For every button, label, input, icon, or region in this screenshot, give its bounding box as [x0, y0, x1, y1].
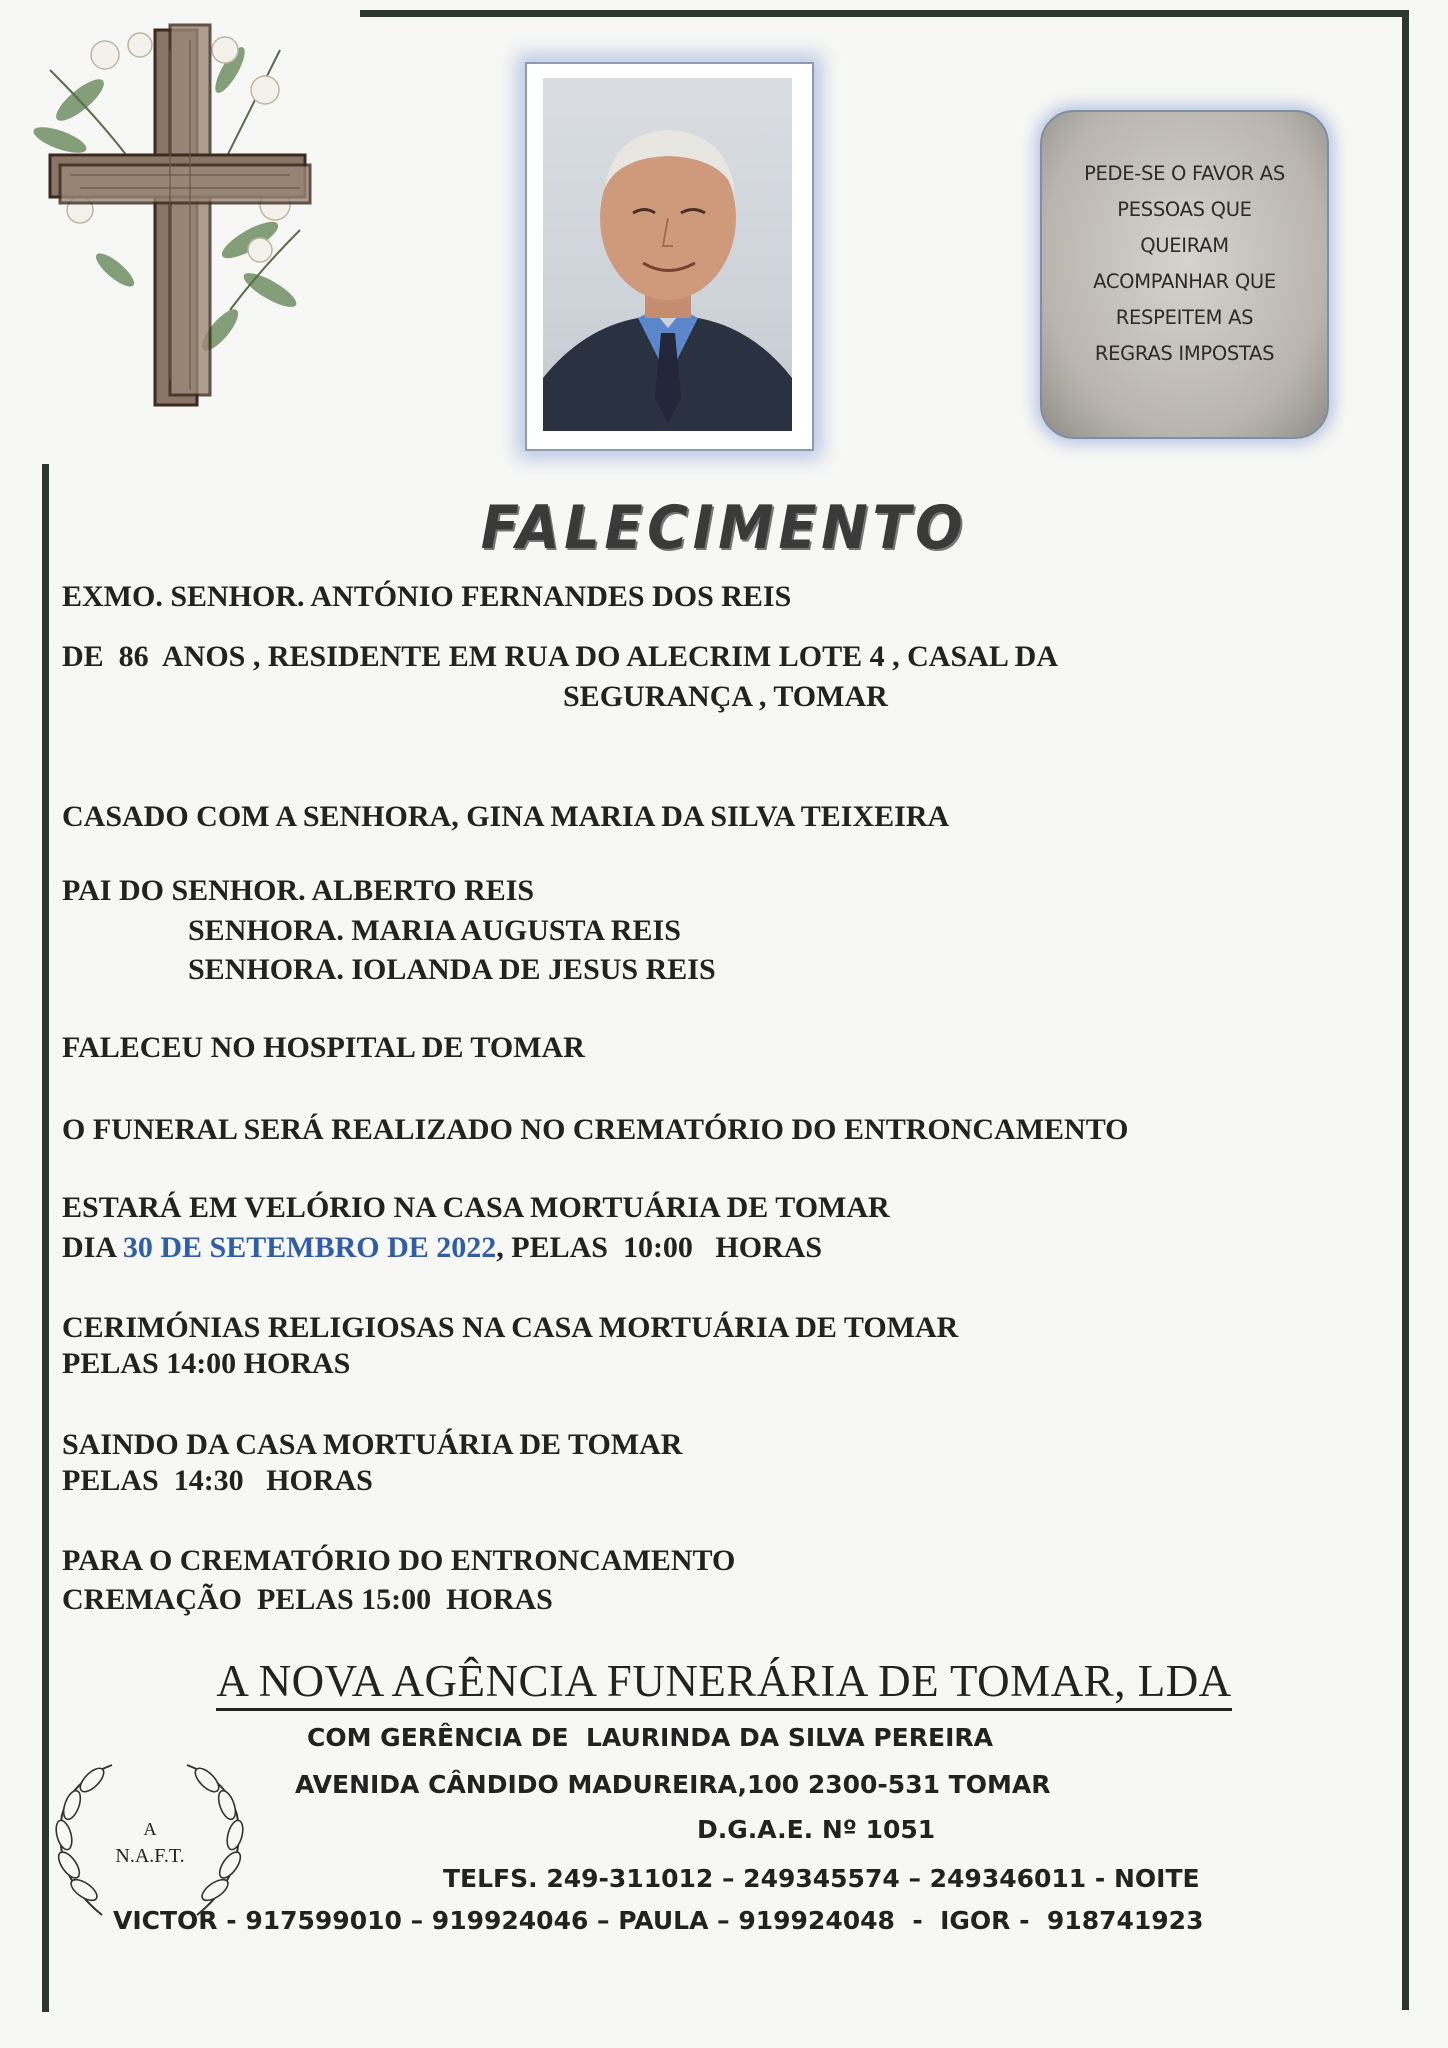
- plaque-text: PEDE-SE O FAVOR AS PESSOAS QUE QUEIRAM ACOMPANHAR QUE RESPEITEM AS REGRAS IMPOSTAS: [1084, 162, 1285, 365]
- seal-text-naft: N.A.F.T.: [115, 1845, 185, 1867]
- children-line-1: PAI DO SENHOR. ALBERTO REIS: [62, 874, 535, 907]
- death-place-line: FALECEU NO HOSPITAL DE TOMAR: [62, 1031, 585, 1064]
- age-residence-line: DE 86 ANOS , RESIDENTE EM RUA DO ALECRIM LOTE 4 , CASAL DA: [62, 640, 1059, 673]
- funeral-place-line: O FUNERAL SERÁ REALIZADO NO CREMATÓRIO DO ENTRONCAMENTO: [62, 1113, 1129, 1146]
- wake-place-line: ESTARÁ EM VELÓRIO NA CASA MORTUÁRIA DE TOMAR: [62, 1191, 890, 1224]
- wake-time: , PELAS 10:00 HORAS: [496, 1231, 823, 1264]
- departure-place-line: SAINDO DA CASA MORTUÁRIA DE TOMAR: [62, 1428, 683, 1461]
- deceased-name-line: EXMO. SENHOR. ANTÓNIO FERNANDES DOS REIS: [62, 580, 792, 613]
- agency-phones: TELFS. 249-311012 – 249345574 – 249346011 - NOITE: [443, 1864, 1200, 1893]
- ceremony-place-line: CERIMÓNIAS RELIGIOSAS NA CASA MORTUÁRIA DE TOMAR: [62, 1311, 959, 1344]
- naft-seal-logo: [42, 1755, 257, 1925]
- agency-address: AVENIDA CÂNDIDO MADUREIRA,100 2300-531 TOMAR: [295, 1770, 1051, 1799]
- frame-right-line: [1402, 10, 1409, 2010]
- agency-name: [0, 1655, 1448, 1707]
- agency-name-text: A NOVA AGÊNCIA FUNERÁRIA DE TOMAR, LDA: [216, 1656, 1231, 1711]
- portrait-photo: [525, 62, 814, 451]
- crematorium-line: PARA O CREMATÓRIO DO ENTRONCAMENTO: [62, 1544, 736, 1577]
- children-line-3: SENHORA. IOLANDA DE JESUS REIS: [188, 953, 716, 986]
- cremation-time-line: CREMAÇÃO PELAS 15:00 HORAS: [62, 1583, 553, 1616]
- frame-top-line: [360, 10, 1408, 17]
- residence-continuation-line: SEGURANÇA , TOMAR: [563, 680, 888, 713]
- seal-text-a: A: [143, 1819, 157, 1839]
- ceremony-time-line: PELAS 14:00 HORAS: [62, 1347, 351, 1380]
- cross-icon: [20, 10, 330, 430]
- wake-day-prefix: DIA: [62, 1231, 123, 1264]
- spouse-line: CASADO COM A SENHORA, GINA MARIA DA SILVA TEIXEIRA: [62, 800, 950, 833]
- departure-time-line: PELAS 14:30 HORAS: [62, 1464, 373, 1497]
- agency-night-contacts: VICTOR - 917599010 – 919924046 – PAULA – 919924048 - IGOR - 918741923: [113, 1906, 1204, 1935]
- children-line-2: SENHORA. MARIA AUGUSTA REIS: [188, 914, 681, 947]
- wake-date-line: [62, 1230, 822, 1266]
- wake-date: 30 DE SETEMBRO DE 2022: [122, 1231, 497, 1264]
- notice-plaque: [1040, 110, 1329, 439]
- page-title: FALECIMENTO: [480, 493, 968, 563]
- agency-management: COM GERÊNCIA DE LAURINDA DA SILVA PEREIRA: [307, 1723, 993, 1752]
- agency-license: D.G.A.E. Nº 1051: [697, 1815, 936, 1844]
